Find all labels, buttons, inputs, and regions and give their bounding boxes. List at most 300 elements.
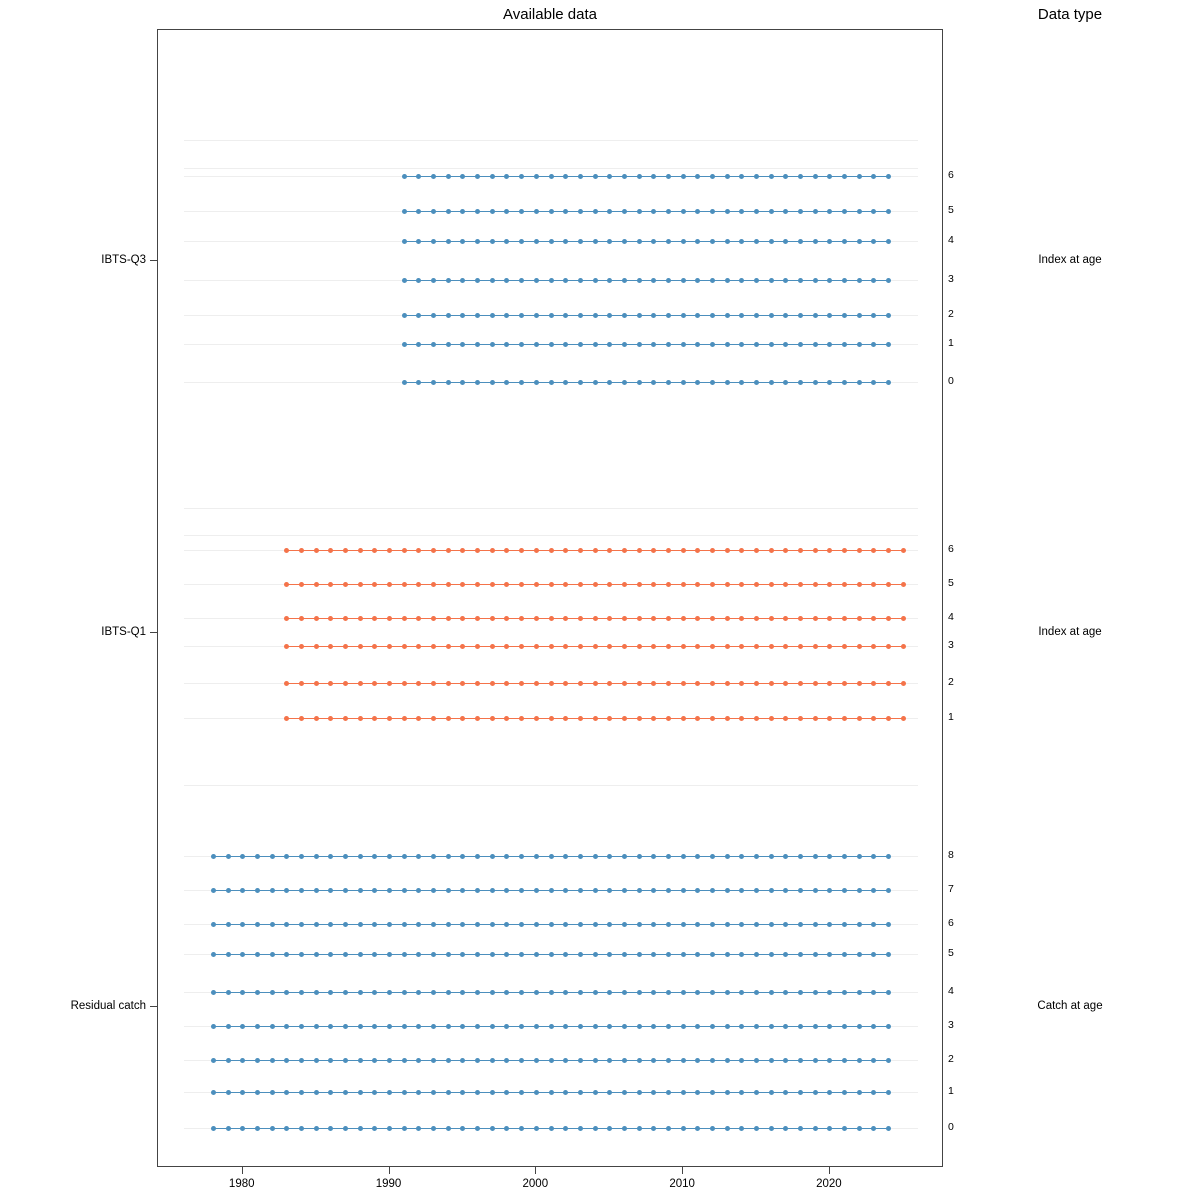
data-point [475,174,480,179]
data-point [593,922,598,927]
data-point [549,1024,554,1029]
data-point [651,681,656,686]
data-point [372,644,377,649]
data-point [813,313,818,318]
data-point [475,681,480,686]
data-point [813,582,818,587]
data-point [769,380,774,385]
data-point [607,922,612,927]
data-point [387,1126,392,1131]
data-point [622,278,627,283]
data-point [358,952,363,957]
data-point [871,922,876,927]
data-point [769,990,774,995]
data-point [622,952,627,957]
data-point [284,990,289,995]
data-point [886,716,891,721]
data-point [431,888,436,893]
data-point [534,239,539,244]
data-point [578,380,583,385]
data-point [490,548,495,553]
data-point [725,681,730,686]
data-point [754,313,759,318]
data-point [783,582,788,587]
data-point [563,990,568,995]
data-point [226,952,231,957]
data-point [769,1090,774,1095]
data-point [783,616,788,621]
data-point [798,380,803,385]
data-point [504,854,509,859]
data-point [402,313,407,318]
data-point [549,174,554,179]
data-type-header: Data type [1037,6,1103,23]
data-point [211,1126,216,1131]
data-point [563,1058,568,1063]
data-point [783,681,788,686]
data-point [813,342,818,347]
data-point [651,1058,656,1063]
data-point [402,616,407,621]
data-point [607,888,612,893]
data-point [754,342,759,347]
gridline [184,785,918,786]
plot-area [157,29,943,1167]
data-point [798,681,803,686]
data-point [446,1090,451,1095]
data-point [607,380,612,385]
data-point [607,342,612,347]
data-point [666,342,671,347]
data-point [549,1126,554,1131]
data-point [695,854,700,859]
data-point [695,922,700,927]
data-point [226,888,231,893]
data-point [666,644,671,649]
data-point [563,548,568,553]
data-point [519,616,524,621]
data-point [475,380,480,385]
data-point [387,1058,392,1063]
data-point [769,922,774,927]
data-point [255,1126,260,1131]
data-point [695,342,700,347]
data-point [783,548,788,553]
data-point [504,616,509,621]
data-point [871,616,876,621]
data-point [739,313,744,318]
data-point [578,644,583,649]
x-axis-tick-label: 1980 [228,1178,255,1190]
data-point [387,1024,392,1029]
data-point [725,174,730,179]
data-point [299,922,304,927]
data-point [372,716,377,721]
data-point [299,681,304,686]
data-point [549,681,554,686]
data-point [783,854,788,859]
data-point [416,548,421,553]
age-label: 5 [948,577,954,589]
data-point [504,1090,509,1095]
data-point [314,888,319,893]
age-label: 1 [948,1085,954,1097]
data-point [637,1126,642,1131]
data-point [402,1090,407,1095]
data-point [607,278,612,283]
data-point [358,582,363,587]
data-point [842,1126,847,1131]
data-point [622,1024,627,1029]
data-point [519,1024,524,1029]
data-point [754,174,759,179]
group-label: IBTS-Q1 [101,626,146,638]
data-point [769,582,774,587]
age-label: 0 [948,375,954,387]
data-point [666,990,671,995]
axis-tick [150,1006,157,1007]
data-point [519,582,524,587]
data-point [739,1090,744,1095]
data-point [402,952,407,957]
data-point [578,922,583,927]
data-point [710,1058,715,1063]
data-point [519,952,524,957]
data-point [387,644,392,649]
data-point [446,952,451,957]
data-point [783,313,788,318]
data-point [504,548,509,553]
data-point [328,1058,333,1063]
data-point [490,239,495,244]
data-point [255,922,260,927]
group-label: IBTS-Q3 [101,254,146,266]
data-point [681,716,686,721]
data-point [387,582,392,587]
data-point [710,582,715,587]
data-point [240,1126,245,1131]
data-point [549,952,554,957]
data-point [651,548,656,553]
data-point [372,952,377,957]
data-point [871,990,876,995]
data-point [842,888,847,893]
data-point [886,582,891,587]
data-point [622,174,627,179]
data-point [270,990,275,995]
data-point [314,716,319,721]
data-point [681,1024,686,1029]
data-point [328,922,333,927]
data-type-label: Catch at age [1037,1000,1103,1012]
data-point [490,990,495,995]
data-point [827,239,832,244]
data-point [681,582,686,587]
data-point [534,209,539,214]
data-point [637,1090,642,1095]
data-point [504,278,509,283]
data-point [578,313,583,318]
data-point [857,1024,862,1029]
data-point [314,1024,319,1029]
data-point [886,854,891,859]
data-point [842,209,847,214]
data-point [211,1024,216,1029]
data-point [798,239,803,244]
data-point [431,1058,436,1063]
data-point [490,952,495,957]
data-point [710,174,715,179]
data-point [490,644,495,649]
data-point [534,854,539,859]
data-point [299,1058,304,1063]
data-point [578,854,583,859]
data-point [593,278,598,283]
data-point [240,922,245,927]
data-point [754,888,759,893]
data-point [270,922,275,927]
data-point [387,548,392,553]
data-point [681,548,686,553]
data-point [504,342,509,347]
data-point [710,239,715,244]
data-point [593,854,598,859]
data-point [666,239,671,244]
data-point [827,209,832,214]
data-point [475,1126,480,1131]
data-point [813,380,818,385]
data-point [299,888,304,893]
data-point [446,888,451,893]
data-point [299,952,304,957]
data-point [328,681,333,686]
data-point [695,380,700,385]
data-point [284,616,289,621]
data-point [681,952,686,957]
data-point [725,1090,730,1095]
data-point [827,278,832,283]
data-point [739,174,744,179]
data-point [886,380,891,385]
data-point [475,1090,480,1095]
data-point [827,1024,832,1029]
data-point [593,239,598,244]
data-point [607,990,612,995]
data-point [681,888,686,893]
data-point [563,716,568,721]
data-point [314,582,319,587]
data-point [402,716,407,721]
data-point [343,888,348,893]
data-point [827,548,832,553]
data-point [695,209,700,214]
data-point [681,209,686,214]
data-point [549,239,554,244]
data-point [842,174,847,179]
data-point [446,239,451,244]
data-point [813,548,818,553]
data-point [695,548,700,553]
data-point [710,209,715,214]
data-point [607,681,612,686]
data-point [754,990,759,995]
data-point [637,990,642,995]
gridline [184,168,918,169]
data-point [901,582,906,587]
data-point [460,582,465,587]
data-point [270,1126,275,1131]
data-point [534,1058,539,1063]
data-point [460,548,465,553]
data-point [827,1126,832,1131]
data-point [578,888,583,893]
data-point [534,1126,539,1131]
data-point [314,616,319,621]
data-point [725,990,730,995]
data-point [446,313,451,318]
data-point [431,922,436,927]
data-point [284,922,289,927]
data-point [358,616,363,621]
data-point [593,174,598,179]
data-point [593,952,598,957]
data-point [519,209,524,214]
data-point [681,1058,686,1063]
data-point [739,342,744,347]
data-point [798,644,803,649]
age-label: 4 [948,611,954,623]
data-point [842,644,847,649]
data-point [490,278,495,283]
data-point [710,990,715,995]
data-point [299,716,304,721]
data-point [563,209,568,214]
data-point [475,582,480,587]
data-point [666,1058,671,1063]
data-point [666,854,671,859]
data-point [519,1058,524,1063]
data-point [754,1024,759,1029]
data-point [446,616,451,621]
data-point [504,1024,509,1029]
data-point [637,209,642,214]
data-point [270,1090,275,1095]
data-point [519,990,524,995]
data-point [651,239,656,244]
data-point [607,209,612,214]
data-point [637,548,642,553]
data-point [637,1024,642,1029]
data-point [549,616,554,621]
data-point [886,1126,891,1131]
data-point [813,888,818,893]
data-point [871,313,876,318]
data-point [871,239,876,244]
data-point [343,922,348,927]
data-point [475,888,480,893]
data-point [622,922,627,927]
data-point [519,239,524,244]
data-point [372,1058,377,1063]
data-point [284,1090,289,1095]
data-point [475,616,480,621]
data-point [666,716,671,721]
data-point [475,990,480,995]
data-point [358,888,363,893]
data-point [637,888,642,893]
data-point [460,616,465,621]
data-point [754,239,759,244]
data-point [563,582,568,587]
data-point [739,922,744,927]
data-point [857,582,862,587]
data-point [475,952,480,957]
data-point [607,952,612,957]
data-point [358,644,363,649]
data-point [343,644,348,649]
data-point [240,854,245,859]
data-point [358,854,363,859]
data-point [886,990,891,995]
data-point [431,548,436,553]
data-point [725,644,730,649]
chart-title: Available data [503,6,597,23]
data-point [857,380,862,385]
data-point [328,888,333,893]
data-point [446,716,451,721]
data-point [754,616,759,621]
data-point [402,380,407,385]
data-point [563,342,568,347]
data-point [504,1058,509,1063]
data-point [651,278,656,283]
data-point [563,922,568,927]
age-label: 7 [948,883,954,895]
data-point [490,1090,495,1095]
data-point [534,548,539,553]
data-point [769,1058,774,1063]
age-label: 4 [948,234,954,246]
data-point [813,278,818,283]
age-label: 1 [948,337,954,349]
data-point [255,1058,260,1063]
data-point [431,342,436,347]
data-point [343,990,348,995]
data-point [827,716,832,721]
data-point [534,616,539,621]
data-point [416,278,421,283]
data-point [387,888,392,893]
data-point [299,644,304,649]
data-point [666,278,671,283]
data-point [783,1058,788,1063]
data-point [739,548,744,553]
data-point [769,278,774,283]
data-point [284,854,289,859]
data-point [284,548,289,553]
data-point [504,888,509,893]
data-point [578,1090,583,1095]
data-point [739,1024,744,1029]
data-point [284,681,289,686]
data-point [549,209,554,214]
data-point [475,854,480,859]
data-point [593,548,598,553]
data-point [813,716,818,721]
data-point [725,380,730,385]
data-point [299,1024,304,1029]
data-point [622,1058,627,1063]
